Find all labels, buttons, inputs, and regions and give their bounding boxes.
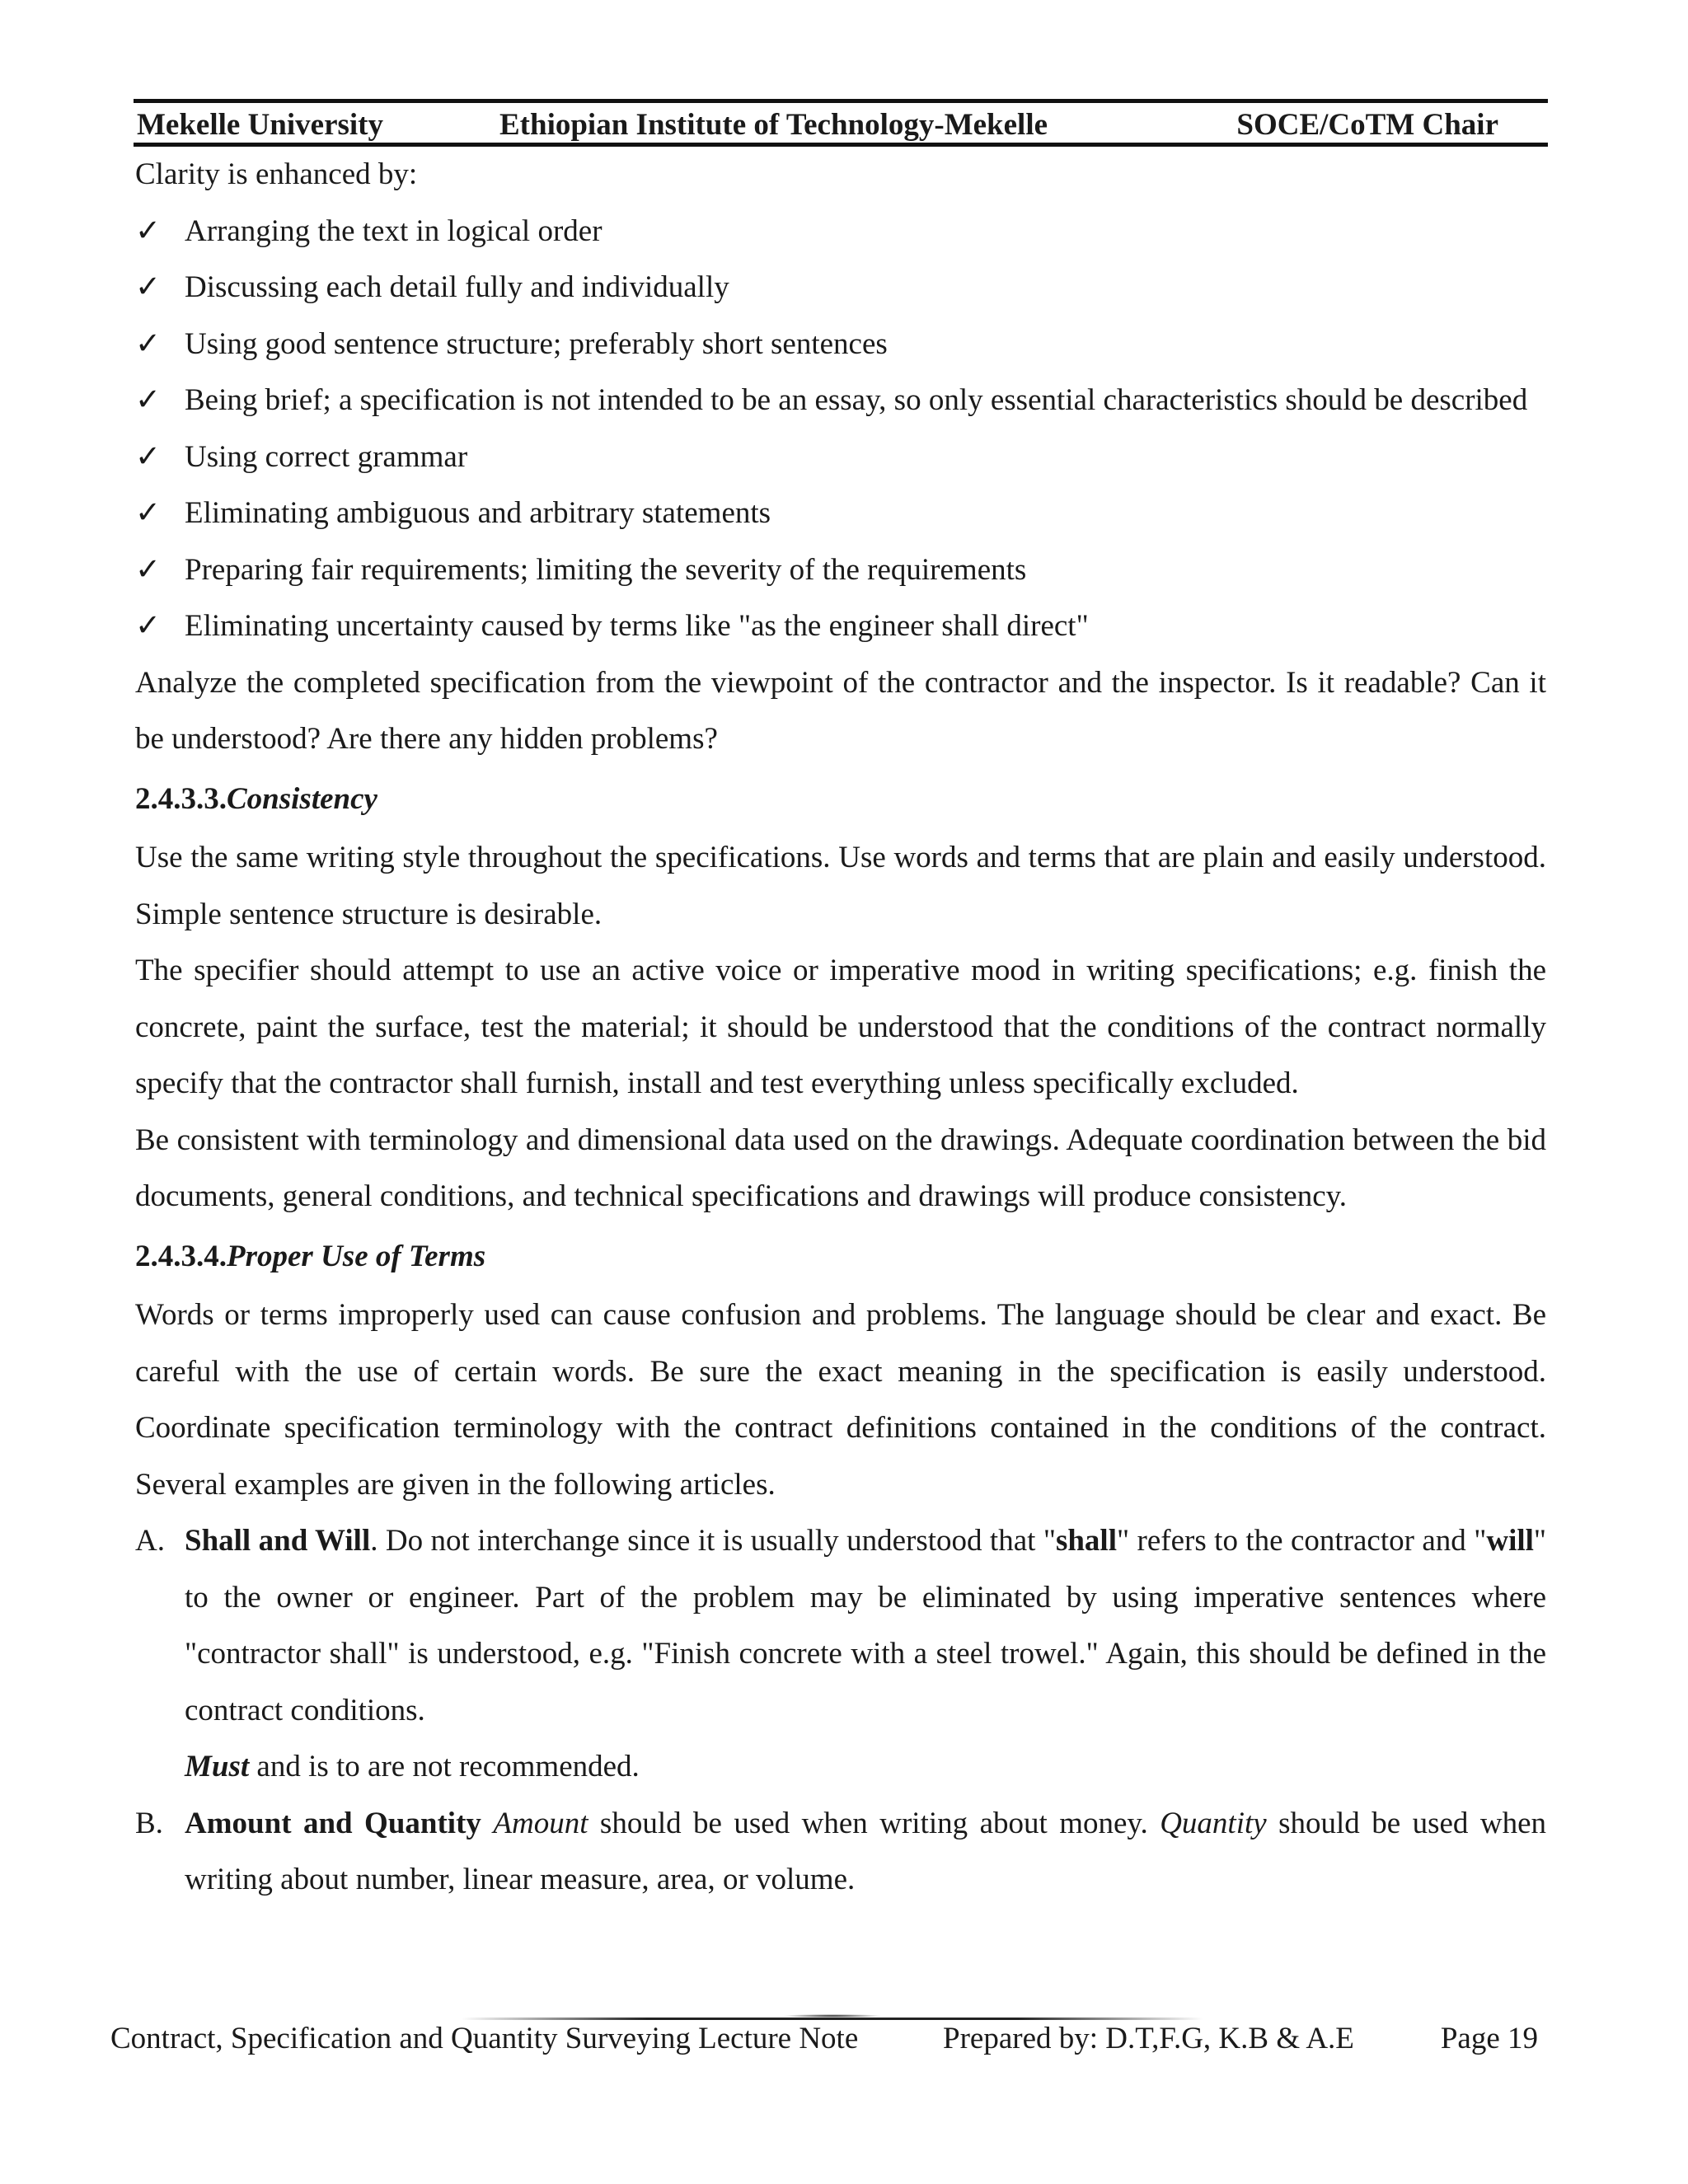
header-university: Mekelle University [137, 108, 383, 142]
check-icon: ✓ [135, 326, 162, 361]
list-item-text: Using correct grammar [185, 439, 468, 474]
list-item [135, 373, 1546, 429]
page-number: Page 19 [1440, 2022, 1538, 2055]
paragraph: The specifier should attempt to use an active voice or imperative mood in writing specifications; e.g. finish the concrete, paint the surface, test the material; it should be understood that the conditions of the contract normally specify that the contractor shall furnish, install and test everything unless specifically excluded. [135, 954, 1546, 1100]
list-item [135, 204, 1546, 260]
list-item [135, 598, 1546, 655]
term-quantity: Quantity [1160, 1806, 1267, 1840]
article-title: Amount and Quantity [185, 1806, 481, 1840]
list-item-text: Using good sentence structure; preferably short sentences [185, 326, 888, 361]
clarity-closing-paragraph: Analyze the completed specification from the viewpoint of the contractor and the inspector. Is it readable? Can it be understood? Are there any hidden problems? [135, 665, 1546, 756]
clarity-intro: Clarity is enhanced by: [135, 157, 418, 191]
section-number: 2.4.3.3. [135, 781, 227, 816]
article-text: Amount and Quantity Amount should be used when writing about money. Quantity should be used when writing about number, linear measure, area, or volume. [185, 1806, 1547, 1896]
article-marker: B. [135, 1806, 163, 1840]
check-icon: ✓ [135, 383, 162, 417]
term-will: will [1486, 1524, 1534, 1558]
list-item-text: Eliminating ambiguous and arbitrary statements [185, 496, 771, 530]
check-icon: ✓ [135, 552, 162, 587]
paragraph: Use the same writing style throughout the specifications. Use words and terms that are plain and easily understood. Simple sentence structure is desirable. [135, 841, 1546, 931]
list-item [135, 542, 1546, 599]
article-title: Shall and Will [185, 1524, 371, 1558]
term-shall: shall [1055, 1524, 1117, 1558]
term-amount: Amount [493, 1806, 588, 1840]
section-heading-proper-use-of-terms [135, 1229, 1546, 1286]
list-item [135, 316, 1546, 373]
article-marker: A. [135, 1524, 165, 1558]
clarity-checklist [135, 204, 1546, 655]
header-chair: SOCE/CoTM Chair [1236, 108, 1498, 142]
check-icon: ✓ [135, 496, 162, 530]
section-number: 2.4.3.4. [135, 1239, 227, 1273]
term-must: Must [185, 1750, 250, 1783]
article-amount-and-quantity [135, 1796, 1546, 1909]
list-item [135, 260, 1546, 316]
header-institute: Ethiopian Institute of Technology-Mekelle [499, 108, 1048, 142]
page-body [135, 147, 1546, 1909]
check-icon: ✓ [135, 609, 162, 643]
check-icon: ✓ [135, 213, 162, 248]
page-header [134, 99, 1548, 147]
article-text: Shall and Will. Do not interchange since it is usually understood that "shall" refers to the contractor and "will" to the owner or engineer. Part of the problem may be eliminated by using imperative sentences where "contractor shall" is understood, e.g. "Finish concrete with a steel trowel." Again, this should be defined in the contract conditions. [185, 1524, 1547, 1727]
list-item-text: Being brief; a specification is not intended to be an essay, so only essential characteristics should be described [185, 383, 1528, 417]
list-item [135, 429, 1546, 486]
list-item-text: Eliminating uncertainty caused by terms like "as the engineer shall direct" [185, 609, 1089, 643]
check-icon: ✓ [135, 439, 162, 474]
footer-divider [462, 2018, 1203, 2020]
paragraph: Be consistent with terminology and dimensional data used on the drawings. Adequate coordination between the bid documents, general conditions, and technical specifications and drawings will produce consistency. [135, 1122, 1546, 1213]
article-note: Must and is to are not recommended. [185, 1750, 640, 1783]
footer-course-title: Contract, Specification and Quantity Surveying Lecture Note [110, 2022, 859, 2055]
section-title: Proper Use of Terms [227, 1239, 486, 1273]
list-item-text: Discussing each detail fully and individually [185, 270, 729, 304]
article-shall-and-will [135, 1513, 1546, 1796]
section-title: Consistency [227, 781, 377, 816]
articles-list [135, 1513, 1546, 1909]
paragraph: Words or terms improperly used can cause confusion and problems. The language should be clear and exact. Be careful with the use of certain words. Be sure the exact meaning in the specification is easily understood. Coordinate specification terminology with the contract definitions contained in the conditions of the contract. Several examples are given in the following articles. [135, 1298, 1546, 1502]
list-item [135, 485, 1546, 542]
list-item-text: Arranging the text in logical order [185, 213, 603, 248]
check-icon: ✓ [135, 270, 162, 304]
section-heading-consistency [135, 771, 1546, 828]
list-item-text: Preparing fair requirements; limiting the severity of the requirements [185, 552, 1027, 587]
footer-authors: Prepared by: D.T,F.G, K.B & A.E [943, 2022, 1354, 2055]
